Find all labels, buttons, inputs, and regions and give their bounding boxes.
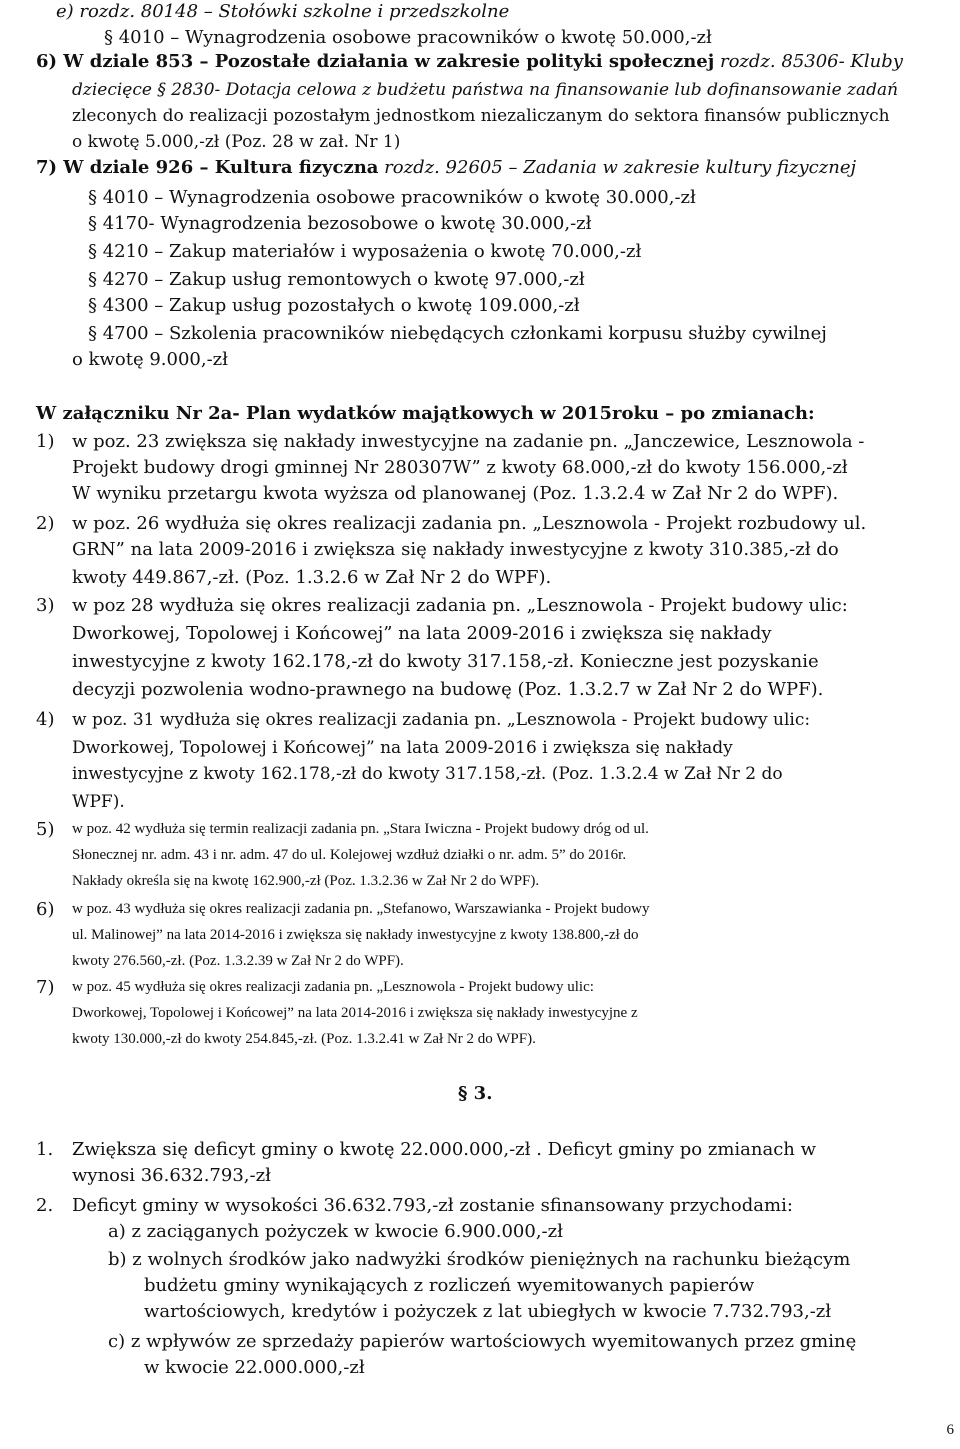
final-text: wynosi 36.632.793,-zł <box>72 1165 271 1186</box>
item-e-title: e) rozdz. 80148 – Stołówki szkolne i przedszkolne <box>56 1 510 22</box>
item-6-italic: rozdz. 85306- Kluby <box>714 51 903 72</box>
final-subitem: b) z wolnych środków jako nadwyżki środków pieniężnych na rachunku bieżącym <box>108 1249 851 1270</box>
change-text: WPF). <box>72 792 125 812</box>
attachment-heading: W załączniku Nr 2a- Plan wydatków majątkowych w 2015roku – po zmianach: <box>36 403 815 424</box>
change-text: ul. Malinowej” na lata 2014-2016 i zwiększa się nakłady inwestycyjne z kwoty 138.800,-zł do <box>72 927 639 943</box>
item-7-bold: 7) W dziale 926 – Kultura fizyczna <box>36 157 379 178</box>
page-number: 6 <box>946 1422 954 1438</box>
change-number: 1) <box>36 431 55 452</box>
item-7-paragraph: § 4170- Wynagrodzenia bezosobowe o kwotę 30.000,-zł <box>88 213 592 234</box>
item-6-heading <box>36 50 903 74</box>
change-text: Dworkowej, Topolowej i Końcowej” na lata 2014-2016 i zwiększa się nakłady inwestycyjne z <box>72 1005 638 1021</box>
change-text: w poz. 42 wydłuża się termin realizacji zadania pn. „Stara Iwiczna - Projekt budowy dróg od ul. <box>72 821 649 837</box>
change-number: 2) <box>36 513 55 534</box>
item-7-paragraph: § 4700 – Szkolenia pracowników niebędących członkami korpusu służby cywilnej <box>88 323 827 344</box>
change-text: w poz. 45 wydłuża się okres realizacji zadania pn. „Lesznowola - Projekt budowy ulic: <box>72 979 594 995</box>
section-heading: § 3. <box>458 1083 493 1104</box>
final-text: Zwiększa się deficyt gminy o kwotę 22.000.000,-zł . Deficyt gminy po zmianach w <box>72 1139 817 1160</box>
change-text: inwestycyjne z kwoty 162.178,-zł do kwoty 317.158,-zł. Konieczne jest pozyskanie <box>72 651 819 672</box>
change-text: Dworkowej, Topolowej i Końcowej” na lata 2009-2016 i zwiększa się nakłady <box>72 738 733 758</box>
final-subitem: wartościowych, kredytów i pożyczek z lat ubiegłych w kwocie 7.732.793,-zł <box>144 1301 832 1322</box>
change-text: w poz 28 wydłuża się okres realizacji zadania pn. „Lesznowola - Projekt budowy ulic: <box>72 595 848 616</box>
item-7-heading <box>36 156 856 180</box>
change-text: kwoty 449.867,-zł. (Poz. 1.3.2.6 w Zał Nr 2 do WPF). <box>72 567 552 588</box>
final-item-number: 2. <box>36 1195 54 1216</box>
change-number: 5) <box>36 819 55 840</box>
change-text: w poz. 31 wydłuża się okres realizacji zadania pn. „Lesznowola - Projekt budowy ulic: <box>72 710 811 730</box>
item-7-italic: rozdz. 92605 – Zadania w zakresie kultury fizycznej <box>378 157 857 178</box>
change-number: 6) <box>36 899 55 920</box>
item-6-line2: dziecięce § 2830- Dotacja celowa z budżetu państwa na finansowanie lub dofinansowanie zadań <box>72 80 899 100</box>
final-subitem: a) z zaciąganych pożyczek w kwocie 6.900.000,-zł <box>108 1221 563 1242</box>
item-6-line3: zleconych do realizacji pozostałym jednostkom niezaliczanym do sektora finansów publicznych <box>72 106 890 126</box>
item-7-paragraph: § 4300 – Zakup usług pozostałych o kwotę 109.000,-zł <box>88 295 580 316</box>
final-subitem: budżetu gminy wynikających z rozliczeń wyemitowanych papierów <box>144 1275 755 1296</box>
final-text: Deficyt gminy w wysokości 36.632.793,-zł zostanie sfinansowany przychodami: <box>72 1195 793 1216</box>
change-number: 4) <box>36 709 55 730</box>
change-text: W wyniku przetargu kwota wyższa od planowanej (Poz. 1.3.2.4 w Zał Nr 2 do WPF). <box>72 483 839 504</box>
change-text: Nakłady określa się na kwotę 162.900,-zł (Poz. 1.3.2.36 w Zał Nr 2 do WPF). <box>72 873 540 889</box>
final-subitem: w kwocie 22.000.000,-zł <box>144 1357 365 1378</box>
change-number: 7) <box>36 977 55 998</box>
change-text: Dworkowej, Topolowej i Końcowej” na lata 2009-2016 i zwiększa się nakłady <box>72 623 772 644</box>
change-text: decyzji pozwolenia wodno-prawnego na budowę (Poz. 1.3.2.7 w Zał Nr 2 do WPF). <box>72 679 824 700</box>
change-number: 3) <box>36 595 55 616</box>
item-6-line4: o kwotę 5.000,-zł (Poz. 28 w zał. Nr 1) <box>72 132 401 152</box>
item-7-paragraph: § 4270 – Zakup usług remontowych o kwotę 97.000,-zł <box>88 269 585 290</box>
final-item-number: 1. <box>36 1139 54 1160</box>
change-text: w poz. 23 zwiększa się nakłady inwestycyjne na zadanie pn. „Janczewice, Lesznowola - <box>72 431 865 452</box>
change-text: GRN” na lata 2009-2016 i zwiększa się nakłady inwestycyjne z kwoty 310.385,-zł do <box>72 539 839 560</box>
item-7-paragraph-end: o kwotę 9.000,-zł <box>72 349 228 370</box>
change-text: inwestycyjne z kwoty 162.178,-zł do kwoty 317.158,-zł. (Poz. 1.3.2.4 w Zał Nr 2 do <box>72 764 783 784</box>
change-text: Słonecznej nr. adm. 43 i nr. adm. 47 do ul. Kolejowej wzdłuż działki o nr. adm. 5” do 2016r. <box>72 847 627 863</box>
final-subitem: c) z wpływów ze sprzedaży papierów wartościowych wyemitowanych przez gminę <box>108 1331 857 1352</box>
change-text: kwoty 130.000,-zł do kwoty 254.845,-zł. (Poz. 1.3.2.41 w Zał Nr 2 do WPF). <box>72 1031 536 1047</box>
change-text: w poz. 26 wydłuża się okres realizacji zadania pn. „Lesznowola - Projekt rozbudowy ul. <box>72 513 867 534</box>
change-text: Projekt budowy drogi gminnej Nr 280307W” z kwoty 68.000,-zł do kwoty 156.000,-zł <box>72 457 848 478</box>
item-e-paragraph: § 4010 – Wynagrodzenia osobowe pracowników o kwotę 50.000,-zł <box>104 27 712 48</box>
item-7-paragraph: § 4010 – Wynagrodzenia osobowe pracowników o kwotę 30.000,-zł <box>88 187 696 208</box>
item-6-bold: 6) W dziale 853 – Pozostałe działania w zakresie polityki społecznej <box>36 51 715 72</box>
item-7-paragraph: § 4210 – Zakup materiałów i wyposażenia o kwotę 70.000,-zł <box>88 241 642 262</box>
change-text: w poz. 43 wydłuża się okres realizacji zadania pn. „Stefanowo, Warszawianka - Projekt budowy <box>72 901 650 917</box>
change-text: kwoty 276.560,-zł. (Poz. 1.3.2.39 w Zał Nr 2 do WPF). <box>72 953 404 969</box>
